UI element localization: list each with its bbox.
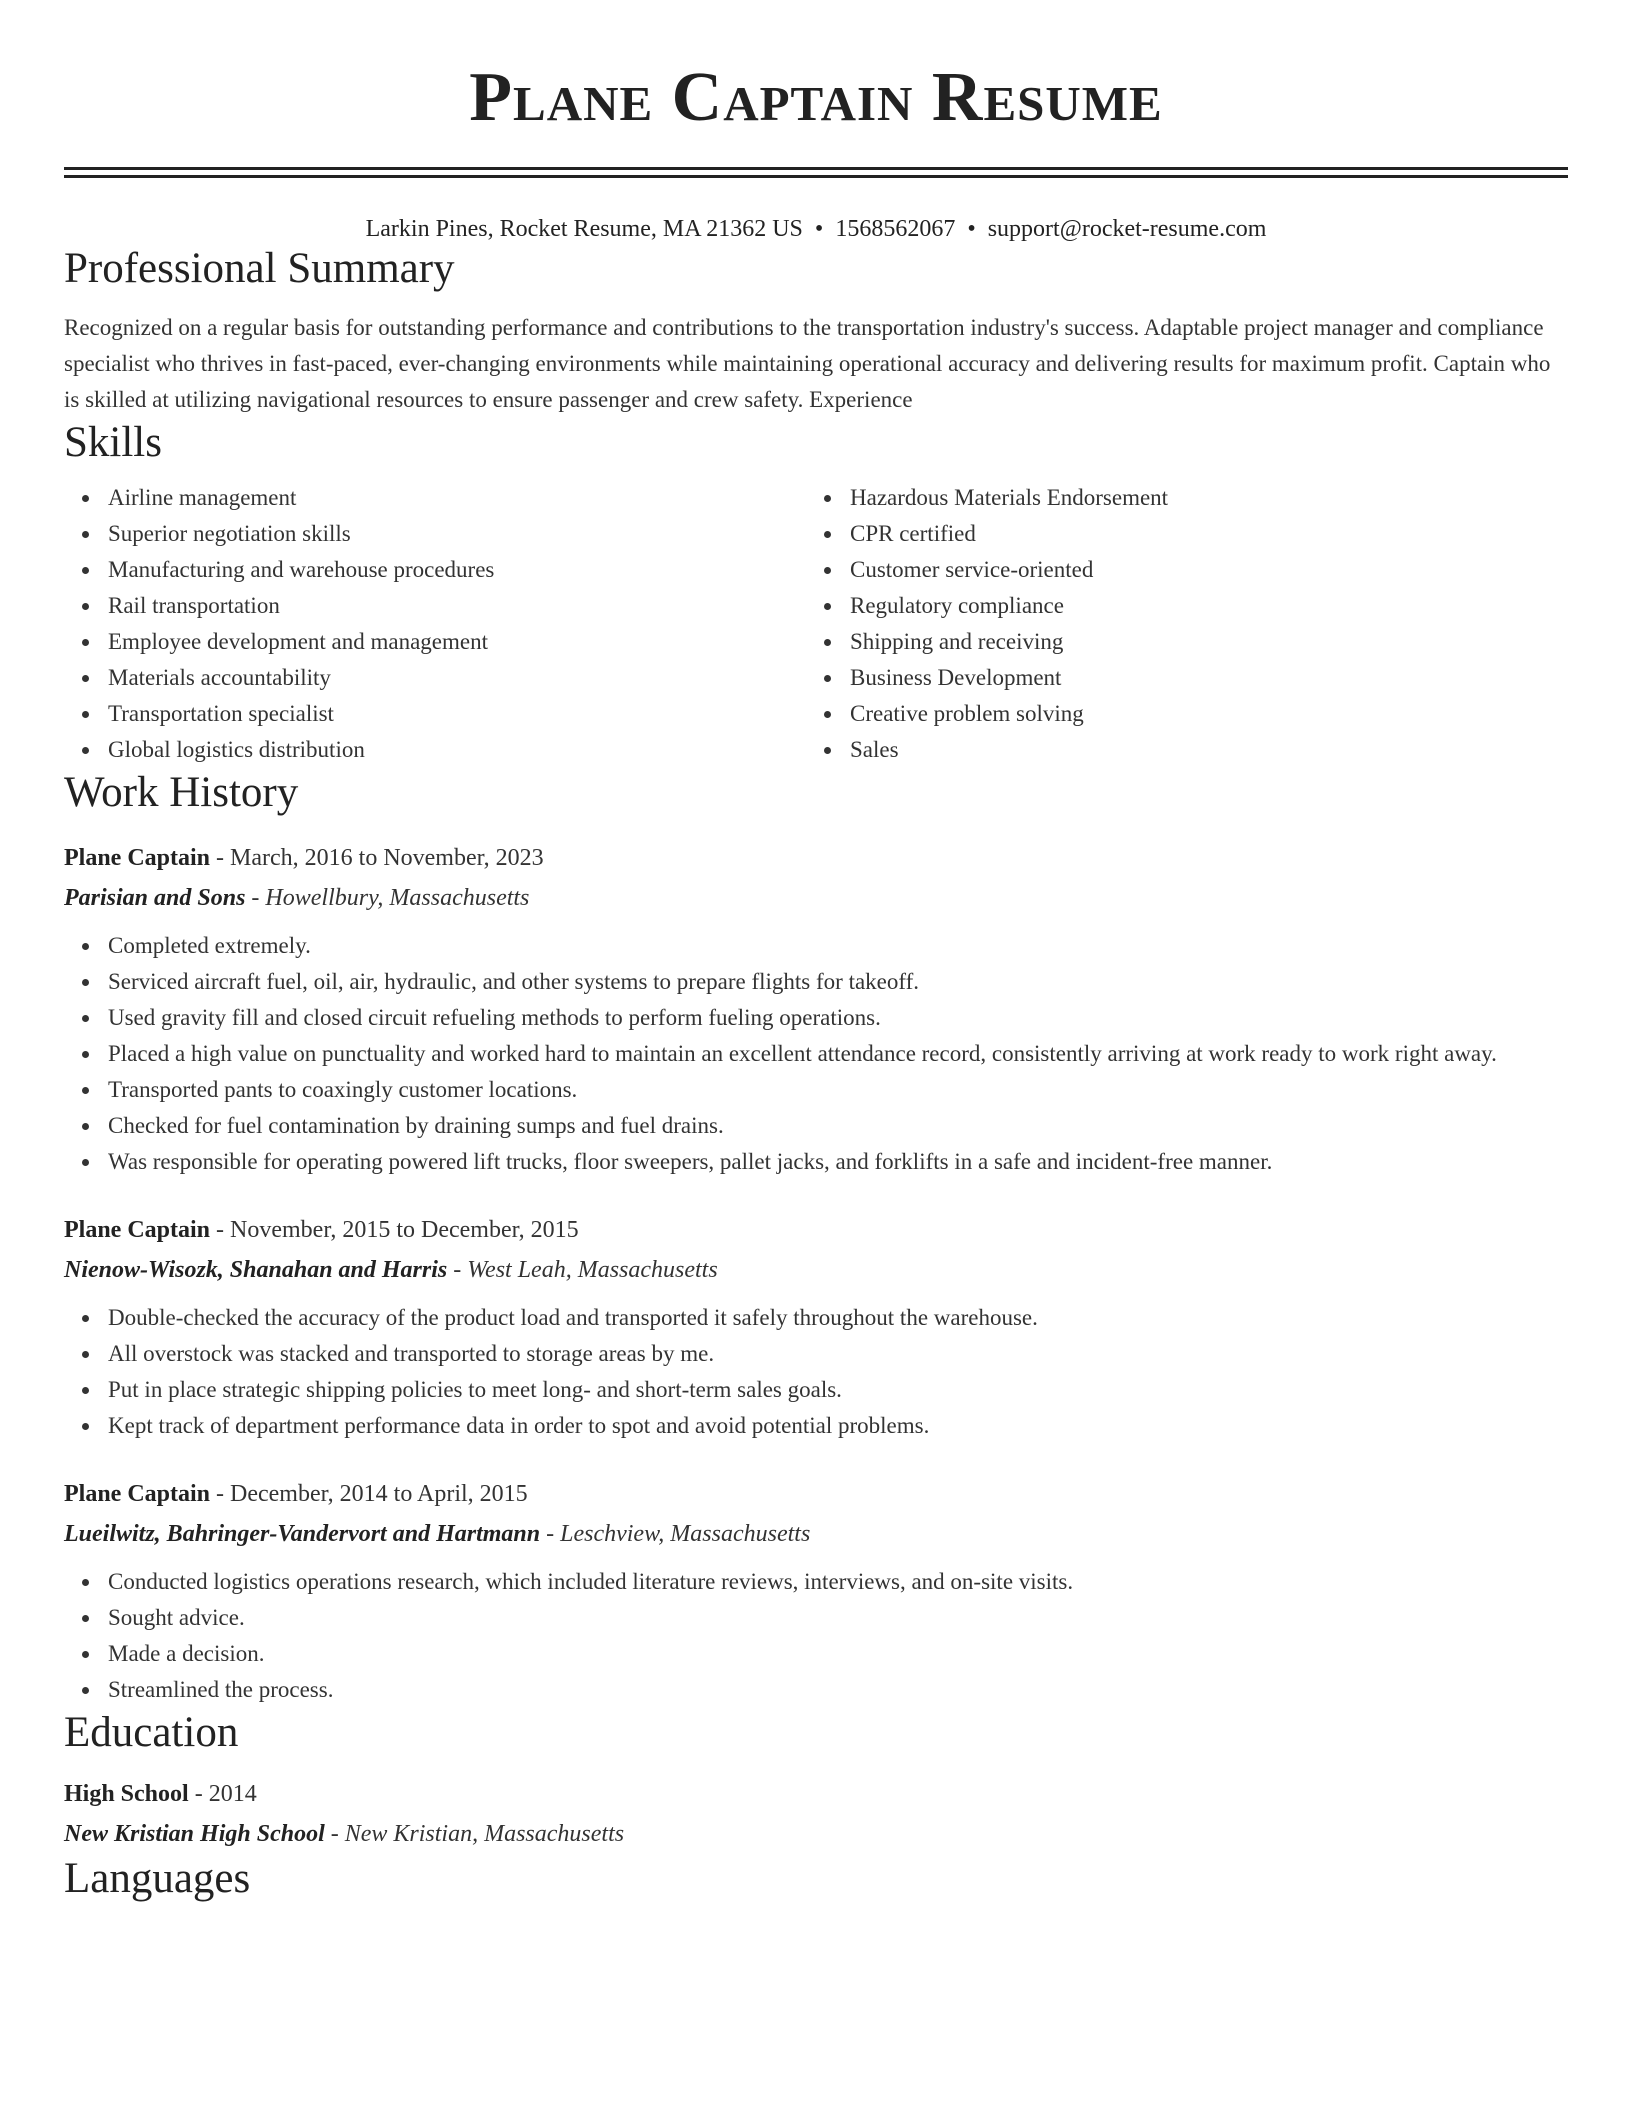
skills-list-right	[806, 480, 1546, 768]
contact-email[interactable]: support@rocket-resume.com	[987, 216, 1267, 242]
title-double-rule	[64, 167, 1568, 178]
job-company: Lueilwitz, Bahringer-Vandervort and Hartmann	[64, 1521, 541, 1547]
title-rule-bottom	[64, 175, 1568, 178]
job-entry	[64, 1474, 1568, 1708]
job-title: Plane Captain	[64, 1217, 211, 1243]
duty-item: Kept track of department performance data in order to spot and avoid potential problems.	[108, 1408, 1568, 1444]
job-duties	[64, 1564, 1568, 1708]
skill-item: Superior negotiation skills	[108, 516, 806, 552]
skill-item: Hazardous Materials Endorsement	[850, 480, 1546, 516]
education-school-line: New Kristian High School - New Kristian, Massachusetts	[64, 1821, 625, 1847]
duty-item: Put in place strategic shipping policies to meet long- and short-term sales goals.	[108, 1372, 1568, 1408]
duty-item: Made a decision.	[108, 1636, 1568, 1672]
contact-phone: 1568562067	[835, 216, 956, 242]
education-location: New Kristian, Massachusetts	[344, 1821, 625, 1847]
skill-item: Manufacturing and warehouse procedures	[108, 552, 806, 588]
job-dates: November, 2015 to December, 2015	[230, 1217, 579, 1243]
duty-item: Transported pants to coaxingly customer locations.	[108, 1072, 1568, 1108]
skill-item: Creative problem solving	[850, 696, 1546, 732]
summary-text: Recognized on a regular basis for outstanding performance and contributions to the transportation industry's success. Adaptable project manager and compliance specialist who thrives in fast-paced, ever-changing environments while maintaining operational accuracy and delivering results for maximum profit. Captain who is skilled at utilizing navigational resources to ensure passenger and crew safety. Experience	[64, 315, 1551, 412]
skill-item: Airline management	[108, 480, 806, 516]
job-title-line: Plane Captain - December, 2014 to April, 2015	[64, 1481, 528, 1507]
job-entry	[64, 838, 1568, 1180]
skill-item: Business Development	[850, 660, 1546, 696]
skill-item: Rail transportation	[108, 588, 806, 624]
contact-address: Larkin Pines, Rocket Resume, MA 21362 US	[365, 216, 803, 242]
job-title-line: Plane Captain - March, 2016 to November, 2023	[64, 845, 544, 871]
education-year: 2014	[208, 1781, 257, 1807]
job-duties	[64, 1300, 1568, 1444]
duty-item: Placed a high value on punctuality and worked hard to maintain an excellent attendance record, consistently arriving at work ready to work right away.	[108, 1036, 1568, 1072]
contact-separator: •	[967, 216, 976, 242]
skill-item: Customer service-oriented	[850, 552, 1546, 588]
skill-item: Transportation specialist	[108, 696, 806, 732]
job-company-line: Parisian and Sons - Howellbury, Massachusetts	[64, 885, 530, 911]
duty-item: Checked for fuel contamination by draining sumps and fuel drains.	[108, 1108, 1568, 1144]
skill-item: Regulatory compliance	[850, 588, 1546, 624]
skill-item: CPR certified	[850, 516, 1546, 552]
job-title: Plane Captain	[64, 1481, 211, 1507]
duty-item: All overstock was stacked and transported to storage areas by me.	[108, 1336, 1568, 1372]
job-company-line: Lueilwitz, Bahringer-Vandervort and Hartmann - Leschview, Massachusetts	[64, 1521, 811, 1547]
languages-heading: Languages	[64, 1855, 251, 1902]
education-degree-line: High School - 2014	[64, 1781, 257, 1807]
duty-item: Sought advice.	[108, 1600, 1568, 1636]
job-company: Parisian and Sons	[64, 885, 246, 911]
duty-item: Conducted logistics operations research, which included literature reviews, interviews, and on-site visits.	[108, 1564, 1568, 1600]
summary-heading: Professional Summary	[64, 245, 455, 292]
job-title: Plane Captain	[64, 845, 211, 871]
job-location: Howellbury, Massachusetts	[265, 885, 530, 911]
skill-item: Global logistics distribution	[108, 732, 806, 768]
contact-line	[64, 214, 1568, 244]
duty-item: Was responsible for operating powered lift trucks, floor sweepers, pallet jacks, and forklifts in a safe and incident-free manner.	[108, 1144, 1568, 1180]
duty-item: Streamlined the process.	[108, 1672, 1568, 1708]
work-history-heading: Work History	[64, 769, 299, 816]
job-company: Nienow-Wisozk, Shanahan and Harris	[64, 1257, 448, 1283]
skill-item: Materials accountability	[108, 660, 806, 696]
resume-title: Plane Captain Resume	[469, 59, 1163, 136]
job-company-line: Nienow-Wisozk, Shanahan and Harris - West Leah, Massachusetts	[64, 1257, 718, 1283]
education-school: New Kristian High School	[64, 1821, 325, 1847]
education-degree: High School	[64, 1781, 189, 1807]
duty-item: Double-checked the accuracy of the product load and transported it safely throughout the warehouse.	[108, 1300, 1568, 1336]
skills-list-left	[64, 480, 806, 768]
duty-item: Serviced aircraft fuel, oil, air, hydraulic, and other systems to prepare flights for takeoff.	[108, 964, 1568, 1000]
duty-item: Used gravity fill and closed circuit refueling methods to perform fueling operations.	[108, 1000, 1568, 1036]
education-heading: Education	[64, 1709, 239, 1756]
duty-item: Completed extremely.	[108, 928, 1568, 964]
skills-columns	[64, 480, 1568, 768]
skill-item: Sales	[850, 732, 1546, 768]
job-duties	[64, 928, 1568, 1180]
job-location: Leschview, Massachusetts	[560, 1521, 811, 1547]
skill-item: Employee development and management	[108, 624, 806, 660]
job-dates: March, 2016 to November, 2023	[230, 845, 544, 871]
skills-heading: Skills	[64, 419, 162, 466]
job-title-line: Plane Captain - November, 2015 to December, 2015	[64, 1217, 579, 1243]
job-dates: December, 2014 to April, 2015	[230, 1481, 528, 1507]
contact-separator: •	[814, 216, 824, 242]
title-rule-top	[64, 167, 1568, 170]
job-location: West Leah, Massachusetts	[467, 1257, 718, 1283]
job-entry	[64, 1210, 1568, 1444]
skill-item: Shipping and receiving	[850, 624, 1546, 660]
